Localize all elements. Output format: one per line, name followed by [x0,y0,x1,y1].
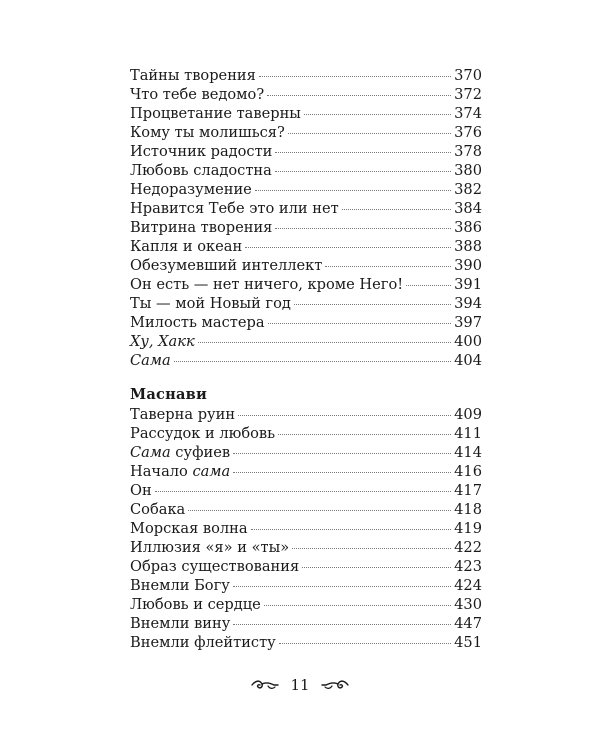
dot-leader [267,95,451,96]
dot-leader [292,548,451,549]
dot-leader [275,228,451,229]
toc-entry-title [130,332,195,351]
toc-entry-page: 414 [454,444,482,461]
dot-leader [275,171,451,172]
toc-entry-title: Источник радости [130,143,273,160]
dot-leader [279,643,451,644]
toc-entry-page: 380 [454,162,482,179]
toc-entry[interactable] [130,405,482,424]
dot-leader [406,285,451,286]
dot-leader [288,133,451,134]
toc-entry-page: 397 [454,314,482,331]
toc-entry-title: Собака [130,501,186,518]
toc-entry[interactable] [130,104,482,123]
toc-entry-title: Внемли Богу [130,577,230,594]
dot-leader [264,605,451,606]
toc-entry-page: 400 [454,333,482,350]
dot-leader [233,453,451,454]
toc-entry-title-italic: Сама [130,444,171,461]
dot-leader [155,491,451,492]
toc-entry-page: 382 [454,181,482,198]
dot-leader [278,434,451,435]
toc-entry-page: 451 [454,634,482,651]
toc-entry[interactable] [130,313,482,332]
toc-entry-page: 388 [454,238,482,255]
toc-entry-title: Иллюзия «я» и «ты» [130,539,290,556]
toc-entry-title: Рассудок и любовь [130,425,276,442]
toc-entry-title: Внемли флейтисту [130,634,276,651]
toc-entry-title: Он есть — нет ничего, кроме Него! [130,276,404,293]
toc-entry-title: Капля и океан [130,238,243,255]
toc-entry-title: Кому ты молишься? [130,124,285,141]
toc-entry-page: 422 [454,539,482,556]
toc-entry-page: 370 [454,67,482,84]
dot-leader [245,247,451,248]
toc-entry[interactable] [130,351,482,370]
toc-entry[interactable] [130,256,482,275]
table-of-contents [130,66,482,652]
toc-entry[interactable] [130,462,482,481]
toc-entry-title: Он [130,482,152,499]
toc-entry-page: 416 [454,463,482,480]
dot-leader [294,304,451,305]
toc-entry-title-start: Начало [130,463,193,480]
toc-entry[interactable] [130,443,482,462]
toc-entry-title: Морская волна [130,520,248,537]
dot-leader [188,510,451,511]
dot-leader [255,190,451,191]
toc-entry-title [130,351,171,370]
toc-section-poems [130,66,482,370]
toc-entry-title: Любовь и сердце [130,596,261,613]
toc-entry-page: 447 [454,615,482,632]
toc-entry-title: Таверна руин [130,406,236,423]
toc-entry[interactable] [130,142,482,161]
section-heading: Маснави [130,386,207,403]
toc-section-masnavi [130,385,482,652]
toc-entry-title: Недоразумение [130,181,252,198]
toc-entry-title: Что тебе ведомо? [130,86,265,103]
toc-entry[interactable] [130,557,482,576]
dot-leader [174,361,451,362]
toc-entry-page: 390 [454,257,482,274]
toc-entry-title: Нравится Тебе это или нет [130,200,339,217]
dot-leader [233,624,451,625]
toc-entry[interactable] [130,123,482,142]
toc-entry-title-rest: суфиев [170,444,231,461]
toc-entry[interactable] [130,180,482,199]
flourish-ornament-icon [320,678,350,692]
dot-leader [238,415,451,416]
toc-entry-title: Ты — мой Новый год [130,295,291,312]
toc-entry-page: 391 [454,276,482,293]
toc-entry-title-italic: Ху, Хакк [130,333,195,350]
dot-leader [268,323,452,324]
toc-entry-page: 418 [454,501,482,518]
toc-entry-page: 404 [454,352,482,369]
toc-entry-page: 419 [454,520,482,537]
toc-entry-page: 430 [454,596,482,613]
toc-entry[interactable] [130,519,482,538]
toc-entry-title [130,443,230,462]
toc-entry[interactable] [130,633,482,652]
page-footer [0,676,600,694]
toc-entry-page: 424 [454,577,482,594]
toc-entry[interactable] [130,332,482,351]
dot-leader [251,529,452,530]
toc-entry[interactable] [130,237,482,256]
toc-entry-title: Витрина творения [130,219,273,236]
toc-entry[interactable] [130,595,482,614]
toc-entry-page: 378 [454,143,482,160]
dot-leader [325,266,451,267]
dot-leader [233,472,451,473]
toc-entry-page: 386 [454,219,482,236]
toc-entry[interactable] [130,538,482,557]
toc-entry[interactable] [130,66,482,85]
toc-entry-page: 394 [454,295,482,312]
toc-entry-title: Образ существования [130,558,300,575]
toc-entry-page: 372 [454,86,482,103]
toc-entry-title-italic: Сама [130,352,171,369]
toc-entry-page: 409 [454,406,482,423]
page-number: 11 [290,676,310,694]
toc-entry[interactable] [130,161,482,180]
toc-entry-title: Любовь сладостна [130,162,272,179]
toc-entry-page: 423 [454,558,482,575]
toc-entry[interactable] [130,85,482,104]
toc-entry-title: Процветание таверны [130,105,301,122]
toc-entry-title [130,462,230,481]
toc-entry[interactable] [130,500,482,519]
dot-leader [302,567,451,568]
toc-entry-page: 411 [454,425,482,442]
dot-leader [233,586,451,587]
dot-leader [259,76,451,77]
toc-entry[interactable] [130,614,482,633]
toc-entry-title-italic: сама [192,463,231,480]
dot-leader [342,209,451,210]
flourish-ornament-icon [250,678,280,692]
toc-entry-title: Тайны творения [130,67,256,84]
toc-entry-page: 417 [454,482,482,499]
dot-leader [198,342,451,343]
dot-leader [304,114,451,115]
toc-entry[interactable] [130,275,482,294]
toc-entry[interactable] [130,424,482,443]
toc-entry[interactable] [130,576,482,595]
toc-entry-page: 374 [454,105,482,122]
toc-entry-page: 384 [454,200,482,217]
toc-entry[interactable] [130,199,482,218]
toc-entry[interactable] [130,218,482,237]
dot-leader [275,152,451,153]
toc-entry[interactable] [130,481,482,500]
toc-entry-page: 376 [454,124,482,141]
toc-entry-title: Милость мастера [130,314,265,331]
toc-entry-title: Обезумевший интеллект [130,257,323,274]
toc-entry[interactable] [130,294,482,313]
toc-entry-title: Внемли вину [130,615,231,632]
